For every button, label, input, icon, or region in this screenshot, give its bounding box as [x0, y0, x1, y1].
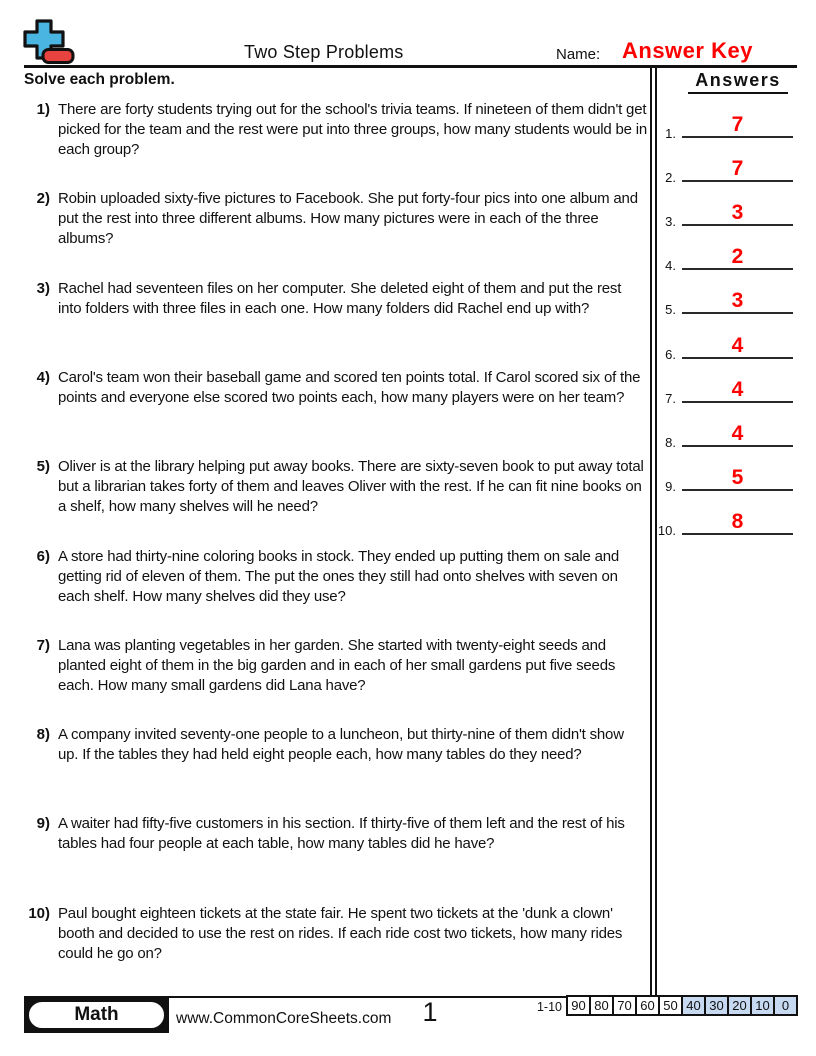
problem-text: Robin uploaded sixty-five pictures to Facebook. She put forty-four pics into one album and put the rest into three different albums. How many pictures were in each of the three albums?	[58, 190, 638, 248]
instructions-text: Solve each problem.	[24, 71, 175, 88]
answer-row	[648, 154, 798, 185]
answer-number: 8.	[665, 434, 676, 450]
answer-blank-line	[682, 224, 793, 226]
answer-blank-line	[682, 489, 793, 491]
answer-value: 4	[731, 333, 744, 357]
answer-blank-line	[682, 445, 793, 447]
answer-blank-line	[682, 180, 793, 182]
answer-number: 3.	[665, 213, 676, 229]
problem-text: A store had thirty-nine coloring books in stock. They ended up putting them on sale and getting rid of eleven of them. The put the ones they still had onto shelves with seven on each shelf. How many shelves did they use?	[58, 547, 620, 605]
score-cell: 70	[612, 995, 637, 1016]
problem-item	[24, 100, 648, 160]
problem-number: 5)	[36, 458, 50, 476]
problem-number: 9)	[36, 815, 50, 833]
score-cell: 40	[681, 995, 706, 1016]
answer-row	[648, 375, 798, 406]
answer-number: 1.	[665, 125, 676, 141]
answer-blank-line	[682, 533, 793, 535]
problem-item	[24, 547, 648, 607]
answer-number: 6.	[665, 346, 676, 362]
answer-key-label: Answer Key	[622, 38, 753, 63]
problem-text: Oliver is at the library helping put away books. There are sixty-seven book to put away total but a librarian takes forty of them and leaves Oliver with the rest. If he can fit nine books on a shelf, how many shelves will he need?	[58, 458, 644, 516]
score-cell: 30	[704, 995, 729, 1016]
score-cell: 90	[566, 995, 591, 1016]
score-cell: 50	[658, 995, 683, 1016]
score-cell: 80	[589, 995, 614, 1016]
answer-blank-line	[682, 401, 793, 403]
problem-number: 10)	[28, 904, 50, 922]
answer-row	[648, 419, 798, 450]
answer-value: 8	[731, 510, 744, 534]
name-label: Name:	[556, 46, 601, 63]
score-table	[566, 995, 798, 1016]
subject-badge	[24, 997, 169, 1033]
problem-text: Lana was planting vegetables in her garden. She started with twenty-eight seeds and planted eight of them in the big garden and in each of her small gardens put five seeds each. How many small gardens did Lana have?	[58, 636, 616, 694]
problem-item	[24, 814, 648, 854]
answer-number: 7.	[665, 390, 676, 406]
problem-number: 2)	[36, 190, 50, 208]
answer-value: 3	[731, 200, 744, 224]
header-rule	[24, 65, 797, 68]
website-link[interactable]: www.CommonCoreSheets.com	[176, 1010, 392, 1027]
problem-item	[24, 725, 648, 765]
score-range-label: 1-10	[536, 1000, 562, 1014]
page-number: 1	[422, 997, 438, 1027]
answer-row	[648, 331, 798, 362]
answer-value: 7	[731, 156, 744, 180]
problem-item	[24, 279, 648, 319]
problem-number: 8)	[36, 726, 50, 744]
problem-item	[24, 457, 648, 517]
answer-blank-line	[682, 312, 793, 314]
problem-number: 6)	[36, 547, 50, 565]
answer-row	[648, 507, 798, 539]
subject-label: Math	[27, 1000, 166, 1030]
answer-number: 2.	[665, 169, 676, 185]
problem-number: 4)	[36, 368, 50, 386]
problem-text: A waiter had fifty-five customers in his section. If thirty-five of them left and the rest of his tables had four people at each table, how many tables did he have?	[58, 815, 625, 853]
answer-blank-line	[682, 357, 793, 359]
answer-number: 10.	[657, 523, 676, 539]
problem-text: A company invited seventy-one people to a luncheon, but thirty-nine of them didn't show up. If the tables they had held eight people each, how many tables do they need?	[58, 726, 624, 764]
page-title: Two Step Problems	[244, 42, 404, 62]
answer-number: 5.	[665, 302, 676, 318]
score-cell: 20	[727, 995, 752, 1016]
problem-number: 3)	[36, 279, 50, 297]
answer-blank-line	[682, 268, 793, 270]
answer-value: 4	[731, 421, 744, 445]
answer-row	[648, 198, 798, 229]
problem-item	[24, 368, 648, 408]
problem-text: Carol's team won their baseball game and scored ten points total. If Carol scored six of the points and everyone else scored two points each, how many players were on her team?	[58, 368, 641, 406]
answer-row	[648, 286, 798, 318]
answer-number: 4.	[665, 258, 676, 274]
score-cell: 60	[635, 995, 660, 1016]
answer-value: 2	[731, 245, 744, 269]
answer-value: 3	[731, 289, 744, 313]
problem-number: 7)	[36, 636, 50, 654]
problem-text: Rachel had seventeen files on her computer. She deleted eight of them and put the rest into folders with three files in each one. How many folders did Rachel end up with?	[58, 279, 622, 317]
answer-number: 9.	[665, 479, 676, 495]
answer-blank-line	[682, 136, 793, 138]
answer-value: 7	[731, 112, 744, 136]
answers-title: Answers	[688, 70, 788, 94]
problem-text: Paul bought eighteen tickets at the state fair. He spent two tickets at the 'dunk a clown' booth and decided to use the rest on rides. If each ride cost two tickets, how many rides could he go on?	[58, 904, 623, 962]
problem-number: 1)	[36, 101, 50, 118]
answer-row	[648, 242, 798, 274]
answer-row	[648, 463, 798, 495]
answer-value: 4	[731, 377, 744, 401]
score-cell: 10	[750, 995, 775, 1016]
problem-item	[24, 636, 648, 696]
problem-text: There are forty students trying out for the school's trivia teams. If nineteen of them didn't get picked for the team and the rest were put into three groups, how many students would be in each group?	[58, 101, 648, 158]
answer-row	[648, 110, 798, 141]
problem-item	[24, 189, 648, 249]
score-cell: 0	[773, 995, 798, 1016]
answer-value: 5	[731, 466, 744, 490]
problem-item	[24, 904, 648, 964]
